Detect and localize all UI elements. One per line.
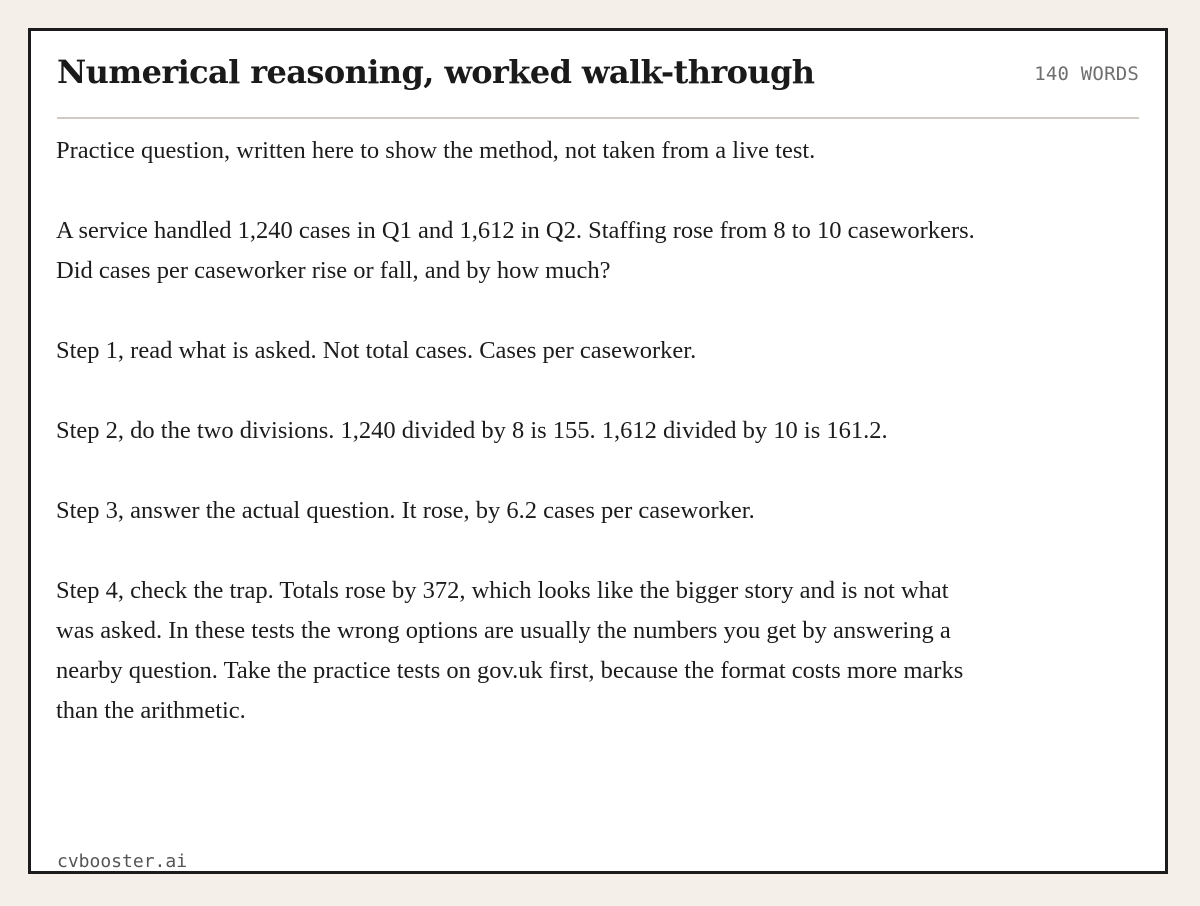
brand-footer: cvbooster.ai: [57, 851, 188, 872]
article-body: [56, 131, 976, 771]
article-title: Numerical reasoning, worked walk-through: [57, 53, 815, 91]
step-1-paragraph: Step 1, read what is asked. Not total cases. Cases per caseworker.: [56, 337, 697, 364]
question-paragraph: A service handled 1,240 cases in Q1 and 1,612 in Q2. Staffing rose from 8 to 10 caseworkers. Did cases per caseworker rise or fall, and by how much?: [56, 217, 975, 284]
article-header: [57, 31, 1139, 119]
step-2-paragraph: Step 2, do the two divisions. 1,240 divided by 8 is 155. 1,612 divided by 10 is 161.2.: [56, 417, 888, 444]
word-count-label: 140 WORDS: [1034, 63, 1139, 85]
step-3-paragraph: Step 3, answer the actual question. It rose, by 6.2 cases per caseworker.: [56, 497, 755, 524]
step-4-paragraph: Step 4, check the trap. Totals rose by 372, which looks like the bigger story and is not what was asked. In these tests the wrong options are usually the numbers you get by answering a nearby question. Take the practice tests on gov.uk first, because the format costs more marks than the arithmetic.: [56, 577, 964, 724]
intro-paragraph: Practice question, written here to show the method, not taken from a live test.: [56, 137, 816, 164]
